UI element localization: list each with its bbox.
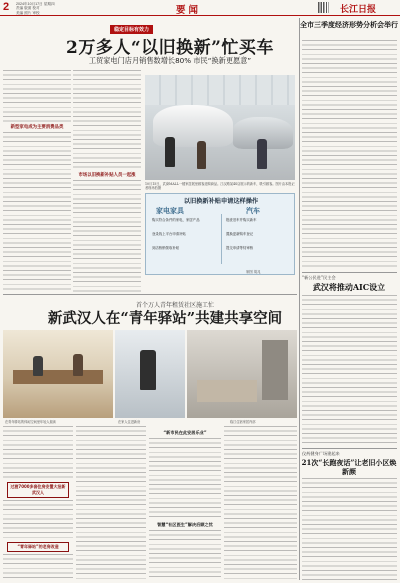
box-right-item: 报废旧车并购买新车 — [226, 218, 257, 222]
lead-kicker: 稳定目标有效力 — [110, 25, 153, 34]
section-label: 市场以旧换新补贴人员一起涨 — [78, 173, 136, 178]
person-figure — [33, 356, 43, 376]
photo-caption: 10月15日，武商MALL一楼家居展里顾客选购商品。江汉路某4S店展示的新车，吸引顾客。图片由本报记者现场拍摄 — [145, 182, 295, 190]
section-label: “青年驿站”的老房改造 — [7, 542, 69, 552]
meta-line: 2024年10月17日 星期四 — [16, 2, 55, 6]
meta-line: 责编 版面 校对 — [16, 6, 40, 11]
masthead — [0, 0, 400, 16]
article-column — [76, 426, 146, 580]
article-column — [302, 40, 397, 270]
showroom-window — [145, 75, 295, 105]
person-figure — [257, 139, 267, 169]
box-left-heading: 家电家具 — [156, 207, 184, 215]
person-figure — [197, 141, 206, 169]
column-divider — [299, 18, 300, 580]
article-column — [149, 430, 221, 580]
box-right-item: 提交申请等待审核 — [226, 246, 254, 250]
article-column — [302, 478, 397, 580]
section-label: 新型家电成为主要消费品类 — [10, 125, 64, 130]
feature-headline: 新武汉人在“青年驿站”共建共享空间 — [47, 310, 283, 327]
newspaper-logo: 长江日报 — [340, 5, 377, 15]
page-number: 2 — [3, 1, 10, 13]
lounge-photo — [3, 330, 113, 418]
box-title: 以旧换新补贴申请这样操作 — [183, 198, 259, 205]
article-column — [73, 70, 141, 292]
person-figure — [165, 137, 175, 167]
rail-headline: 全市三季度经济形势分析会举行 — [300, 20, 398, 29]
resident-photo — [115, 330, 185, 418]
feature-subtitle: 首个万人青年租赁社区施工忙 — [135, 302, 214, 309]
photo-caption: 临江住宿家居内部 — [230, 420, 256, 424]
car-showroom-photo — [145, 75, 295, 180]
person-figure — [73, 354, 83, 376]
box-credit: 制图 胡兆 — [246, 270, 261, 274]
section-divider — [302, 272, 397, 273]
box-right-item: 置换更新购车登记 — [226, 232, 254, 236]
rail-kicker: 仪药健身广场建起来 — [302, 451, 340, 456]
rail-headline: 21次“长跑夜话”让老旧小区焕新颜 — [301, 458, 397, 476]
inline-subtitle: 智慧“社区医生”解决后顾之忧 — [157, 522, 213, 527]
photo-caption: 在青年驿站的休闲空间里年轻人阅读 — [5, 420, 56, 424]
rail-kicker: “新公民进”民主会 — [302, 275, 336, 280]
box-left-item: 购买符合条件的家电、家居产品 — [152, 218, 200, 222]
apartment-interior-photo — [187, 330, 297, 418]
section-divider — [3, 294, 297, 295]
photo-caption: 在家人住进新房 — [118, 420, 141, 424]
page-meta — [16, 2, 55, 15]
article-column — [3, 426, 73, 580]
article-column — [302, 295, 397, 445]
section-label: 过渡7000多套住房安置大批新武汉人 — [7, 482, 69, 498]
qr-code-icon — [318, 2, 329, 13]
lead-headline: 2万多人“以旧换新”忙买车 — [66, 38, 274, 58]
bed-shape — [197, 380, 257, 402]
box-right-heading: 汽车 — [246, 207, 260, 215]
section-title: 要闻 — [176, 5, 202, 16]
box-divider — [221, 214, 222, 264]
person-figure — [140, 350, 156, 390]
box-left-item: 到店核销领取补贴 — [152, 246, 180, 250]
rail-headline: 武汉将推动AIC设立 — [312, 282, 386, 292]
article-column — [3, 70, 71, 292]
table-shape — [13, 370, 103, 384]
box-left-item: 登录线上平台申请补贴 — [152, 232, 186, 236]
meta-line: 美编 照片 审校 — [16, 10, 40, 15]
inline-subtitle: “新市民在此安居乐业” — [163, 430, 207, 435]
article-column — [224, 426, 297, 580]
subsidy-guide-box — [145, 193, 295, 275]
section-divider — [302, 448, 397, 449]
lead-subhead: 工贸家电门店月销售数增长80% 市民“换新更愿意” — [88, 56, 252, 65]
wardrobe-shape — [262, 340, 288, 400]
